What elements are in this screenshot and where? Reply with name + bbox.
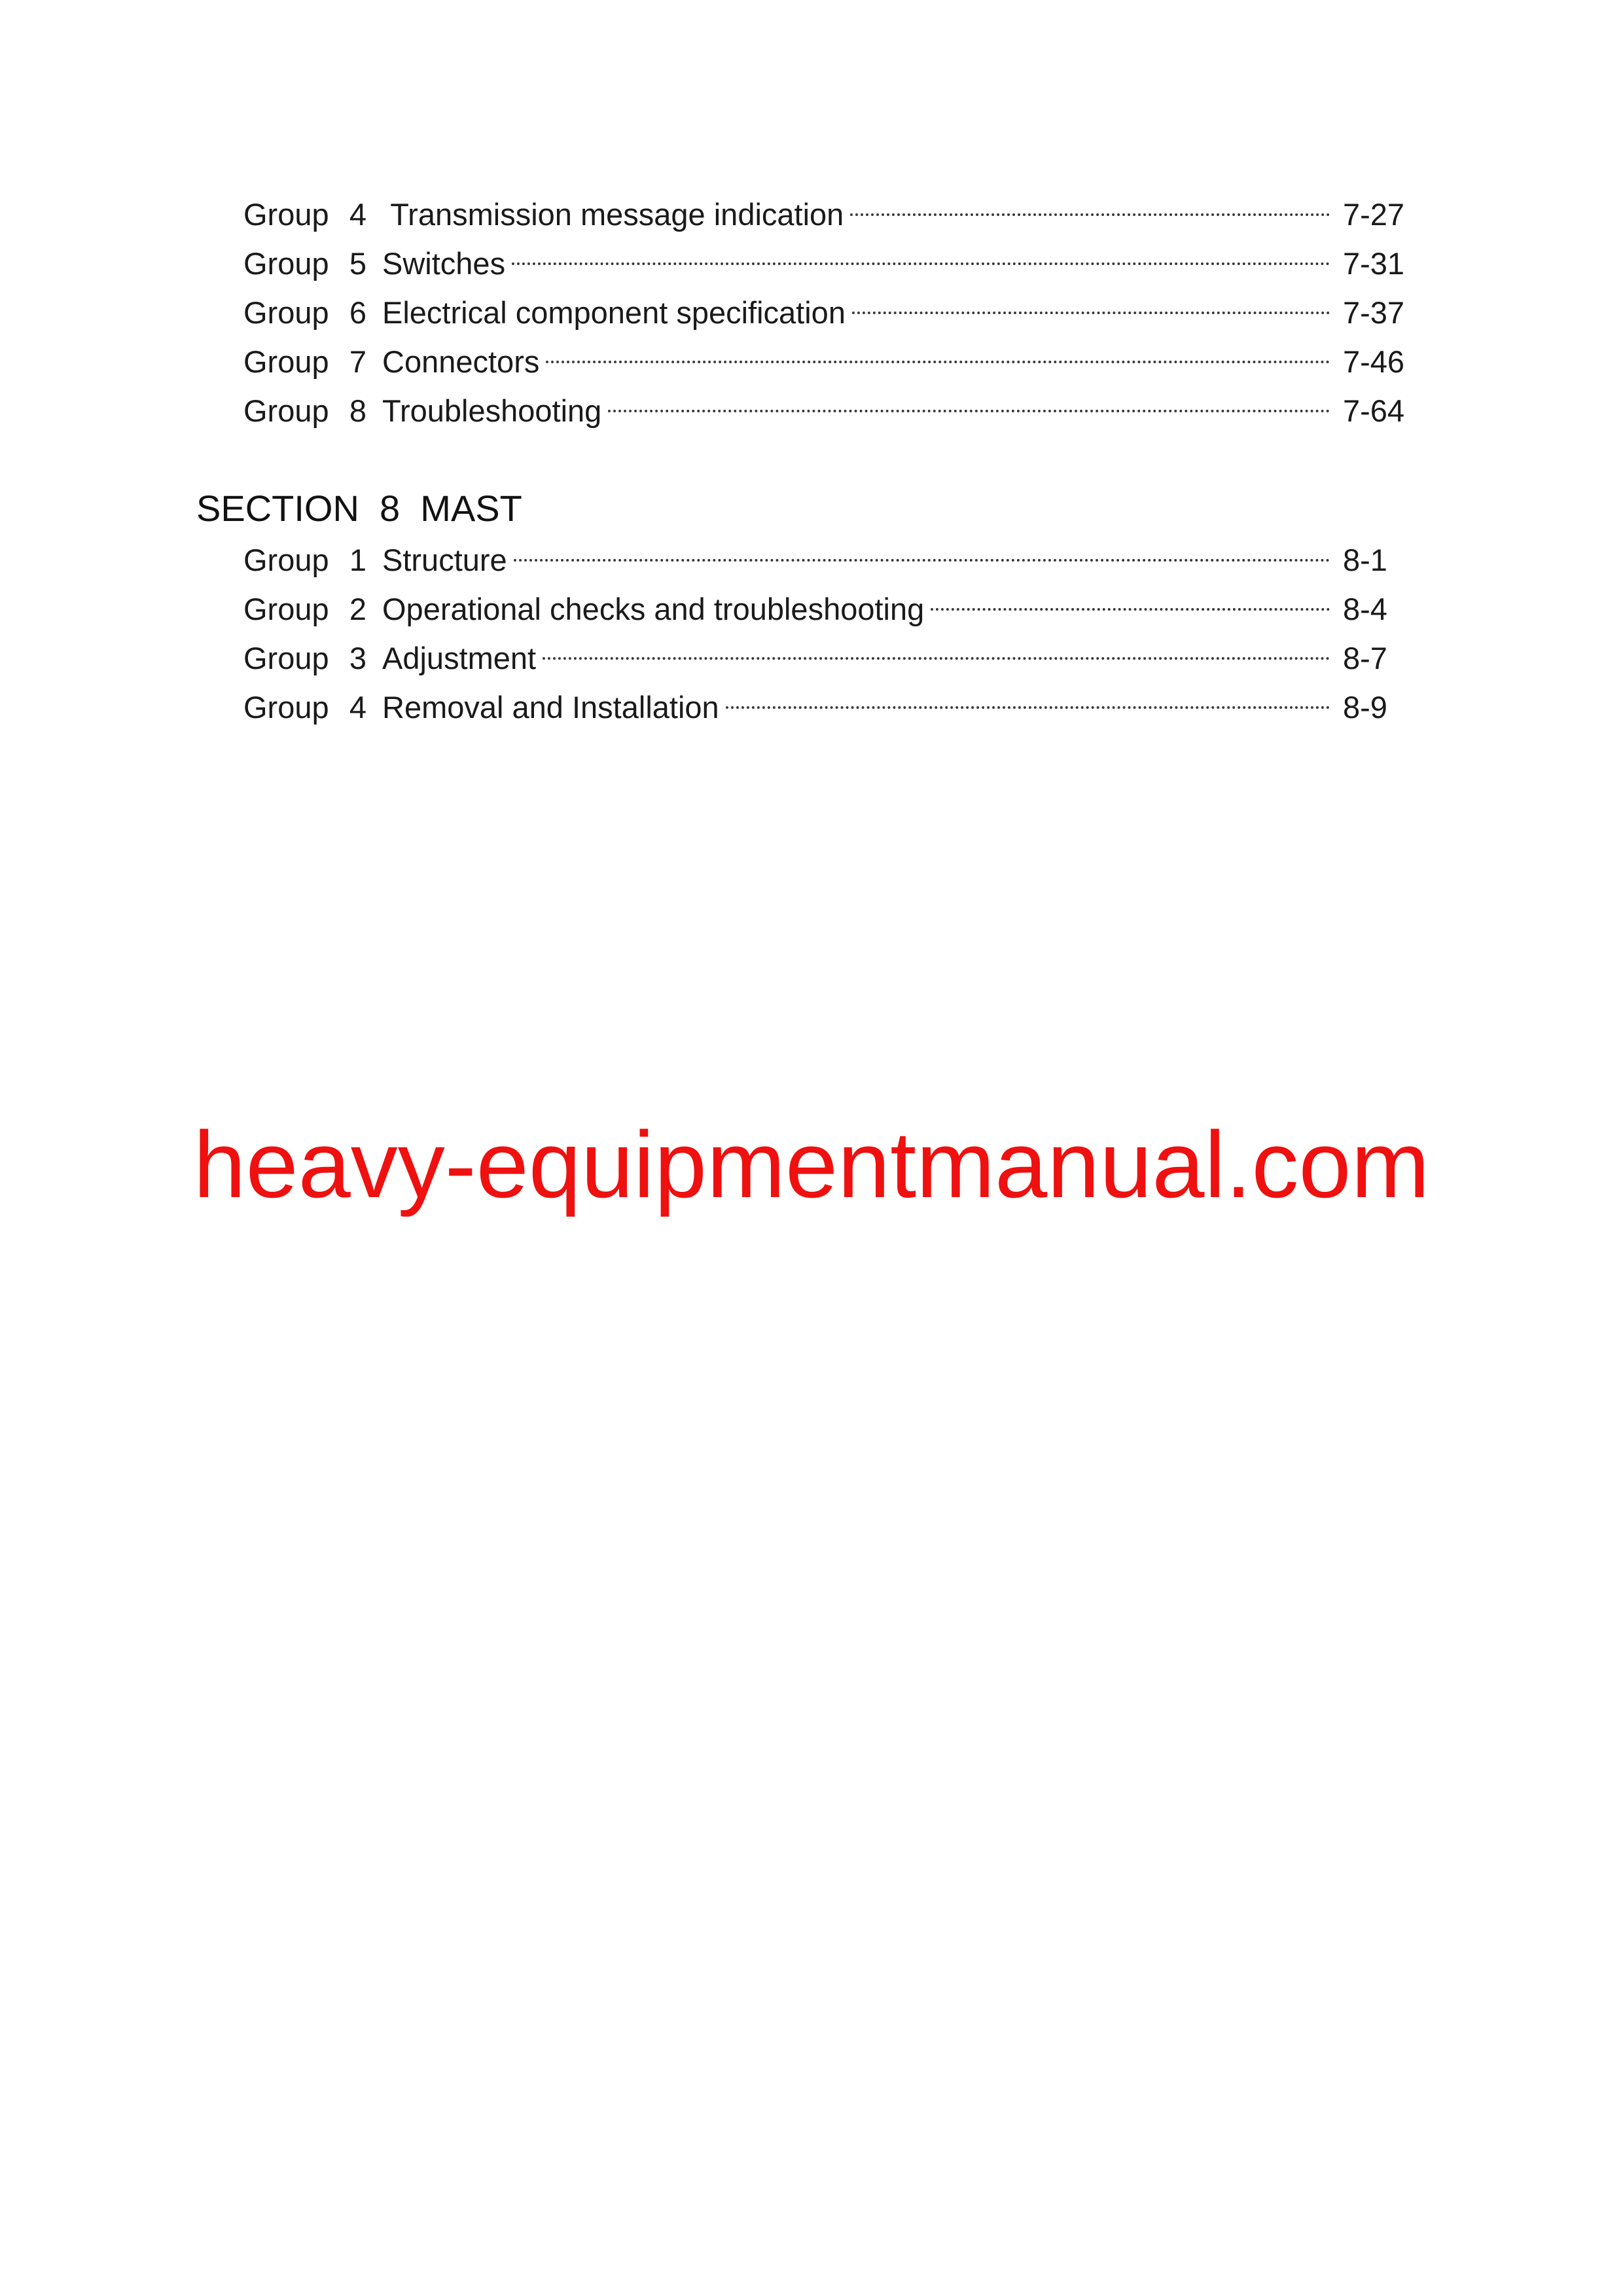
entry-title: Electrical component specification (382, 295, 846, 330)
group-number: 2 (349, 592, 367, 626)
entry-title: Troubleshooting (382, 393, 602, 428)
dot-leader (512, 260, 1330, 265)
dot-leader (514, 556, 1330, 562)
section-heading: SECTION 8 MAST (196, 488, 522, 529)
entry-title: Operational checks and troubleshooting (382, 592, 925, 626)
page-number: 8-7 (1343, 641, 1387, 675)
toc-entry[interactable] (243, 239, 1408, 288)
toc-entry[interactable] (243, 190, 1408, 239)
page-number: 7-64 (1343, 393, 1405, 428)
dot-leader (726, 704, 1330, 709)
page-number: 7-37 (1343, 295, 1405, 330)
toc-section8-list (243, 535, 1408, 732)
dot-leader (850, 211, 1330, 216)
group-number: 6 (349, 295, 367, 330)
toc-entry[interactable] (243, 535, 1408, 584)
page-number: 8-4 (1343, 592, 1387, 626)
entry-leader (382, 239, 1330, 288)
entry-leader (382, 288, 1330, 337)
entry-leader (382, 535, 1330, 584)
group-label: Group (243, 246, 329, 281)
dot-leader (608, 407, 1330, 412)
group-number: 5 (349, 246, 367, 281)
group-label: Group (243, 295, 329, 330)
entry-title: Transmission message indication (382, 197, 844, 232)
group-label: Group (243, 393, 329, 428)
dot-leader (543, 655, 1330, 660)
toc-entry[interactable] (243, 634, 1408, 683)
group-label: Group (243, 344, 329, 379)
entry-leader (382, 386, 1330, 435)
group-label: Group (243, 543, 329, 577)
entry-leader (382, 337, 1330, 386)
page-number: 7-46 (1343, 344, 1405, 379)
group-label: Group (243, 592, 329, 626)
group-number: 1 (349, 543, 367, 577)
page-number: 8-1 (1343, 543, 1387, 577)
entry-leader (382, 683, 1330, 732)
entry-leader (382, 634, 1330, 683)
toc-entry[interactable] (243, 288, 1408, 337)
page-number: 7-27 (1343, 197, 1405, 232)
dot-leader (931, 605, 1330, 611)
group-label: Group (243, 197, 329, 232)
entry-title: Adjustment (382, 641, 537, 675)
toc-entry[interactable] (243, 337, 1408, 386)
toc-entry[interactable] (243, 386, 1408, 435)
entry-title: Removal and Installation (382, 690, 719, 725)
dot-leader (852, 309, 1330, 314)
group-number: 4 (349, 690, 367, 725)
group-number: 4 (349, 197, 367, 232)
entry-title: Connectors (382, 344, 540, 379)
group-label: Group (243, 641, 329, 675)
entry-title: Structure (382, 543, 507, 577)
watermark-text: heavy-equipmentmanual.com (193, 1112, 1430, 1217)
toc-entry[interactable] (243, 584, 1408, 634)
toc-section7-list (243, 190, 1408, 435)
toc-entry[interactable] (243, 683, 1408, 732)
entry-leader (382, 584, 1330, 634)
group-number: 3 (349, 641, 367, 675)
entry-leader (382, 190, 1330, 239)
page-number: 8-9 (1343, 690, 1387, 725)
entry-title: Switches (382, 246, 506, 281)
group-number: 8 (349, 393, 367, 428)
page-number: 7-31 (1343, 246, 1405, 281)
group-number: 7 (349, 344, 367, 379)
dot-leader (546, 358, 1330, 363)
group-label: Group (243, 690, 329, 725)
